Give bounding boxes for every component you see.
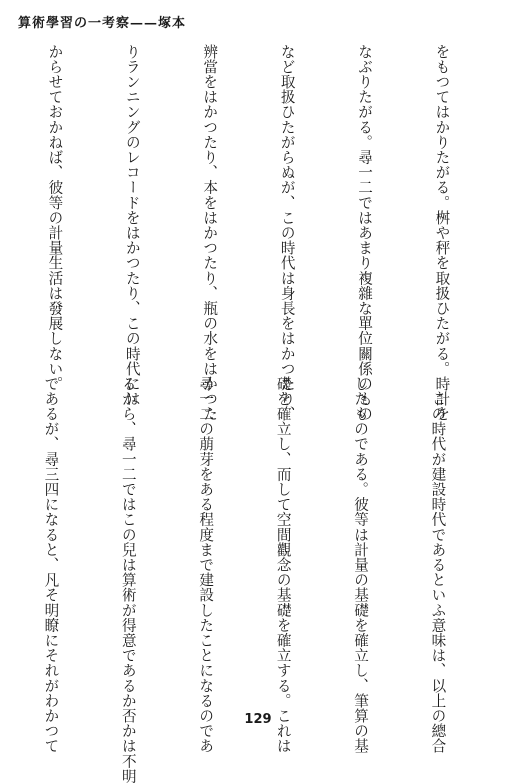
text-line: なぶりたがる。尋一二ではあまり複雜な單位關係のもの bbox=[356, 44, 374, 422]
text-line: からせておかねば、彼等の計量生活は發展しない。 bbox=[46, 44, 64, 392]
text-line: をもつてはかりたがる。桝や秤を取扱ひたがる。時計を bbox=[433, 44, 451, 422]
upper-text-block bbox=[0, 44, 506, 422]
text-line: りランニングのレコードをはかつたり、この時代には bbox=[123, 44, 141, 407]
text-line: したものである。彼等は計量の基礎を確立し、筆算の基 bbox=[352, 376, 370, 754]
text-line: るから、尋一二ではこの兒は算術が得意であるか否かは不明 bbox=[119, 376, 137, 784]
text-line: この時代が建設時代であるといふ意味は、以上の總合 bbox=[429, 376, 447, 754]
running-head: 算術學習の一考察——塚本 bbox=[18, 16, 187, 31]
text-line: 尋一二の萠芽をある程度まで建設したことになるのであ bbox=[197, 376, 215, 754]
text-line: など取扱ひたがらぬが、この時代は身長をはかつたり、 bbox=[278, 44, 296, 422]
page-number: 129 bbox=[244, 712, 272, 727]
text-line: 辨當をはかつたり、本をはかつたり、瓶の水をはかつた bbox=[201, 44, 219, 422]
text-line: 礎を確立し、而して空間觀念の基礎を確立する。これは bbox=[274, 376, 292, 754]
text-line: であるが、尋三四になると、凡そ明瞭にそれがわかつて bbox=[42, 376, 60, 754]
